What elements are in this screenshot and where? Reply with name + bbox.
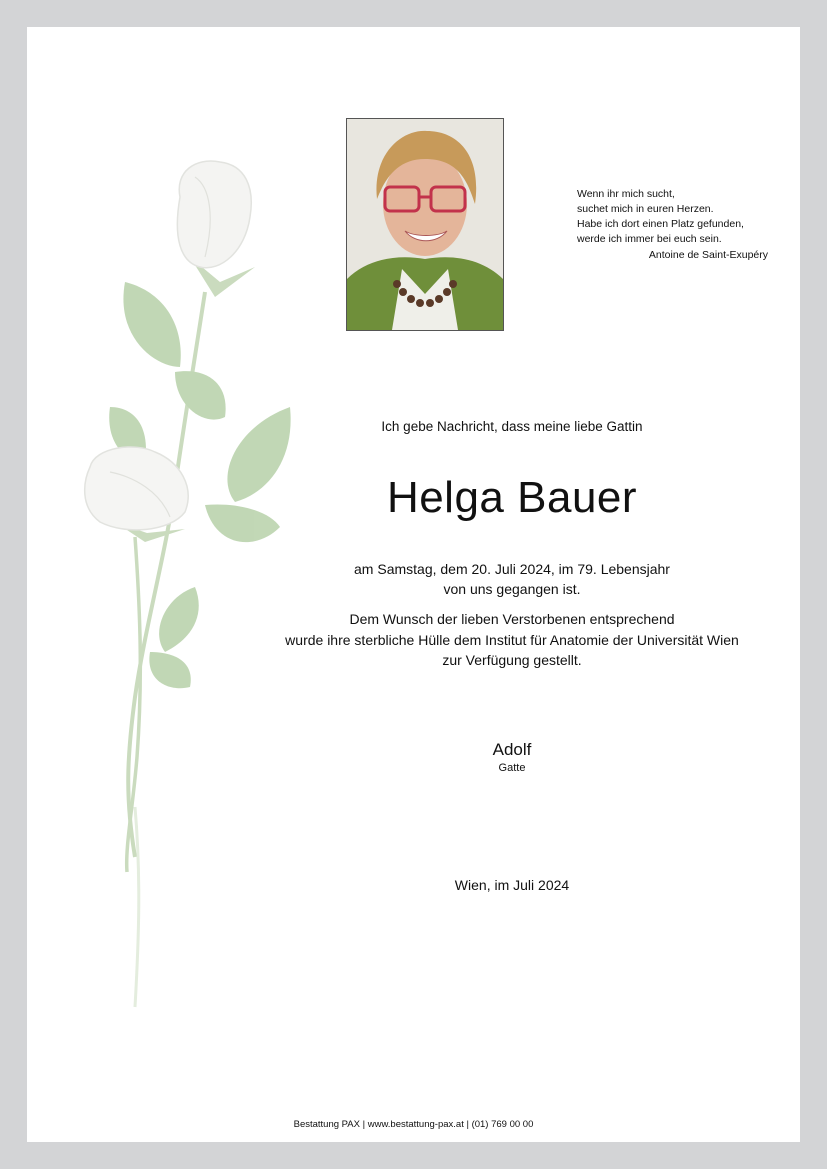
quote-block [577, 187, 777, 263]
quote-line: werde ich immer bei euch sein. [577, 233, 722, 245]
wish-line: Dem Wunsch der lieben Verstorbenen entsprechend [349, 611, 675, 627]
portrait-image [347, 119, 503, 330]
quote-line: Habe ich dort einen Platz gefunden, [577, 218, 744, 230]
intro-text: Ich gebe Nachricht, dass meine liebe Gattin [381, 419, 643, 434]
place-date: Wien, im Juli 2024 [454, 877, 570, 893]
date-line: am Samstag, dem 20. Juli 2024, im 79. Lebensjahr [354, 561, 670, 577]
quote-line: suchet mich in euren Herzen. [577, 203, 714, 215]
deceased-name: Helga Bauer [386, 473, 638, 522]
quote-author: Antoine de Saint-Exupéry [648, 249, 768, 261]
funeral-home-footer: Bestattung PAX | www.bestattung-pax.at | (01) 769 00 00 [293, 1119, 534, 1130]
mourner-relation: Gatte [498, 762, 526, 774]
mourner-name: Adolf [492, 740, 532, 759]
wish-line: wurde ihre sterbliche Hülle dem Institut für Anatomie der Universität Wien [285, 631, 739, 648]
date-line: von uns gegangen ist. [443, 581, 581, 597]
date-paragraph [262, 559, 762, 599]
obituary-card [27, 27, 800, 1142]
wish-line: zur Verfügung gestellt. [442, 652, 582, 668]
quote-line: Wenn ihr mich sucht, [577, 188, 675, 200]
portrait-photo [346, 118, 504, 331]
wish-paragraph [262, 609, 762, 671]
